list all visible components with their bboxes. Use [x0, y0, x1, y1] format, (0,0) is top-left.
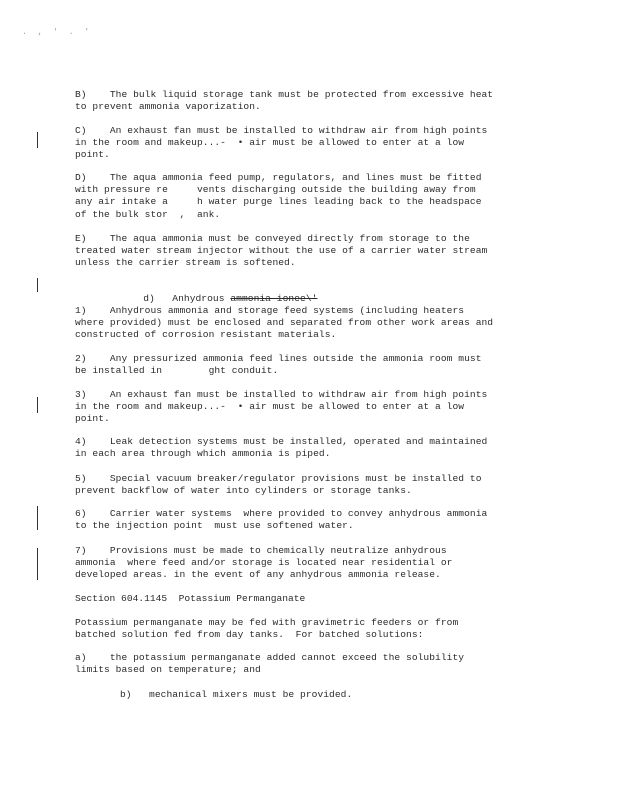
- scan-specks: . , ' . ': [22, 28, 93, 37]
- revision-bar: [37, 506, 38, 530]
- paragraph-2: 2) Any pressurized ammonia feed lines outside the ammonia room must be installed in ght conduit.: [75, 353, 482, 377]
- revision-bar: [37, 278, 38, 292]
- paragraph-e: E) The aqua ammonia must be conveyed directly from storage to the treated water stream injector without the use of a carrier water stream unless the carrier stream is softened.: [75, 233, 488, 269]
- paragraph-6: 6) Carrier water systems where provided to convey anhydrous ammonia to the injection point must use softened water.: [75, 508, 488, 532]
- paragraph-1: 1) Anhydrous ammonia and storage feed systems (including heaters where provided) must be enclosed and separated from other work areas and constructed of corrosion resistant materials.: [75, 305, 494, 341]
- revision-bar: [37, 132, 38, 148]
- paragraph-3: 3) An exhaust fan must be installed to withdraw air from high points in the room and makeup...- • air must be allowed to enter at a low point.: [75, 389, 488, 425]
- paragraph-7: 7) Provisions must be made to chemically neutralize anhydrous ammonia where feed and/or storage is located near residential or developed areas. in the event of any anhydrous ammonia release.: [75, 545, 453, 581]
- paragraph-a: a) the potassium permanganate added cannot exceed the solubility limits based on temperature; and: [75, 652, 465, 676]
- section-heading: Section 604.1145 Potassium Permanganate: [75, 593, 306, 604]
- paragraph-c: C) An exhaust fan must be installed to withdraw air from high points in the room and makeup...- • air must be allowed to enter at a low point.: [75, 125, 488, 161]
- paragraph-5: 5) Special vacuum breaker/regulator provisions must be installed to prevent backflow of water into cylinders or storage tanks.: [75, 473, 482, 497]
- revision-bar: [37, 397, 38, 413]
- paragraph-intro: Potassium permanganate may be fed with gravimetric feeders or from batched solution fed from day tanks. For batched solutions:: [75, 617, 459, 641]
- subsection-d-struck-text: ammonia ionee\': [230, 293, 318, 305]
- subsection-d-label: d) Anhydrous: [143, 293, 231, 305]
- paragraph-d: D) The aqua ammonia feed pump, regulators, and lines must be fitted with pressure re vents discharging outside the building away from any air intake a h water purge lines leading back to the headspace of the bulk stor , ank.: [75, 172, 482, 220]
- paragraph-b: B) The bulk liquid storage tank must be protected from excessive heat to prevent ammonia vaporization.: [75, 89, 494, 113]
- paragraph-4: 4) Leak detection systems must be installed, operated and maintained in each area through which ammonia is piped.: [75, 436, 488, 460]
- revision-bar: [37, 548, 38, 580]
- paragraph-b-mixers: b) mechanical mixers must be provided.: [120, 689, 353, 700]
